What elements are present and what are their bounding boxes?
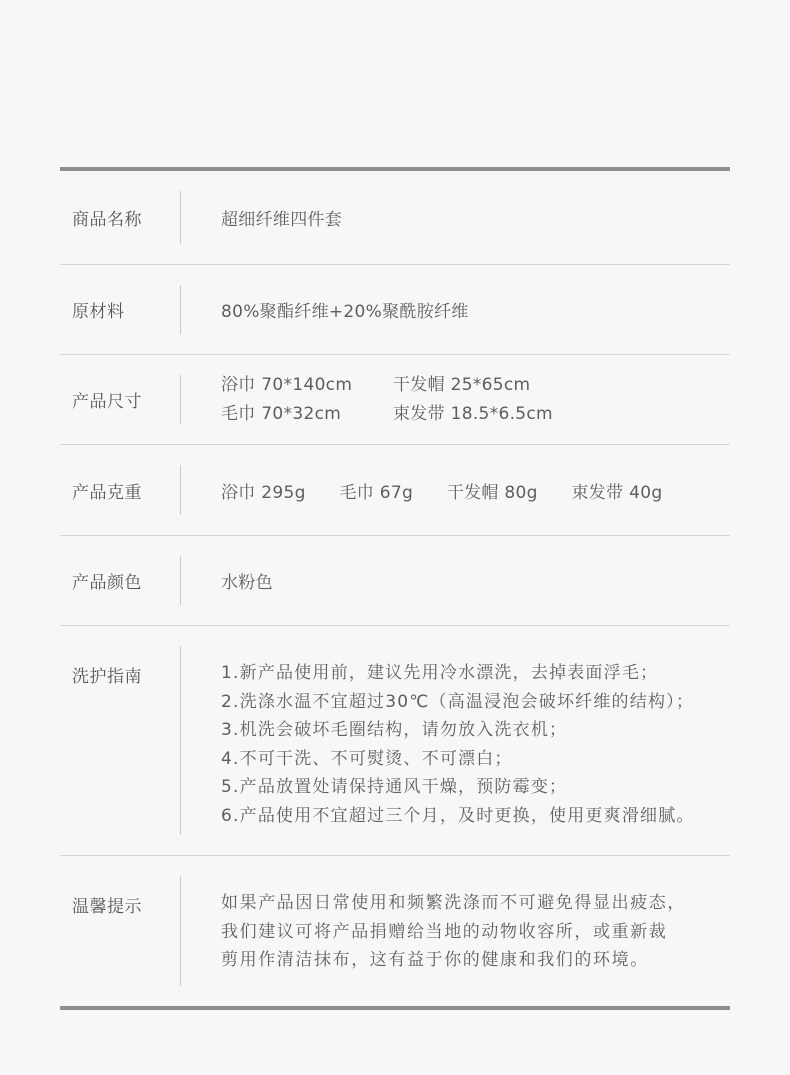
weight-item: 干发帽 80g xyxy=(446,482,538,503)
care-line: 3.机洗会破坏毛圈结构，请勿放入洗衣机； xyxy=(221,720,568,741)
spec-label: 产品克重 xyxy=(72,482,142,503)
spec-value: 水粉色 xyxy=(221,573,273,593)
spec-value: 80%聚酯纤维+20%聚酰胺纤维 xyxy=(221,302,469,322)
tip-line: 如果产品因日常使用和频繁洗涤而不可避免得显出疲态， xyxy=(221,893,686,913)
spec-row-product-name xyxy=(60,171,730,265)
weight-item: 毛巾 67g xyxy=(339,482,414,503)
size-item: 毛巾 70*32cm xyxy=(221,403,342,424)
spec-row-color xyxy=(60,536,730,626)
weight-item: 浴巾 295g xyxy=(221,482,306,503)
tip-line: 我们建议可将产品捐赠给当地的动物收容所，或重新裁 xyxy=(221,921,668,942)
size-item: 浴巾 70*140cm xyxy=(221,374,353,395)
care-line: 1.新产品使用前，建议先用冷水漂洗，去掉表面浮毛； xyxy=(221,663,659,683)
size-grid xyxy=(221,373,730,427)
spec-label: 产品尺寸 xyxy=(72,392,142,412)
care-line: 2.洗涤水温不宜超过30℃（高温浸泡会破坏纤维的结构）； xyxy=(221,691,695,712)
product-spec-table xyxy=(60,167,730,1010)
spec-value xyxy=(181,626,730,831)
size-item: 束发带 18.5*6.5cm xyxy=(393,403,553,424)
spec-row-weight xyxy=(60,445,730,536)
tip-line: 剪用作清洁抹布，这有益于你的健康和我们的环境。 xyxy=(221,950,649,971)
spec-label: 洗护指南 xyxy=(72,667,142,687)
spec-row-tips xyxy=(60,856,730,1006)
spec-row-material xyxy=(60,265,730,355)
spec-value xyxy=(181,478,730,503)
spec-label: 产品颜色 xyxy=(72,573,142,593)
spec-value: 超细纤维四件套 xyxy=(221,210,343,230)
spec-label: 温馨提示 xyxy=(72,897,142,917)
weight-item: 束发带 40g xyxy=(571,482,663,503)
spec-value xyxy=(181,856,730,975)
spec-label: 商品名称 xyxy=(72,210,142,230)
care-line: 6.产品使用不宜超过三个月，及时更换，使用更爽滑细腻。 xyxy=(221,805,695,826)
size-item: 干发帽 25*65cm xyxy=(393,374,531,395)
care-line: 4.不可干洗、不可熨烫、不可漂白； xyxy=(221,748,513,769)
spec-value xyxy=(181,373,730,427)
spec-row-care-guide xyxy=(60,626,730,856)
spec-row-size xyxy=(60,355,730,445)
spec-label: 原材料 xyxy=(72,302,125,322)
care-line: 5.产品放置处请保持通风干燥，预防霉变； xyxy=(221,777,568,798)
